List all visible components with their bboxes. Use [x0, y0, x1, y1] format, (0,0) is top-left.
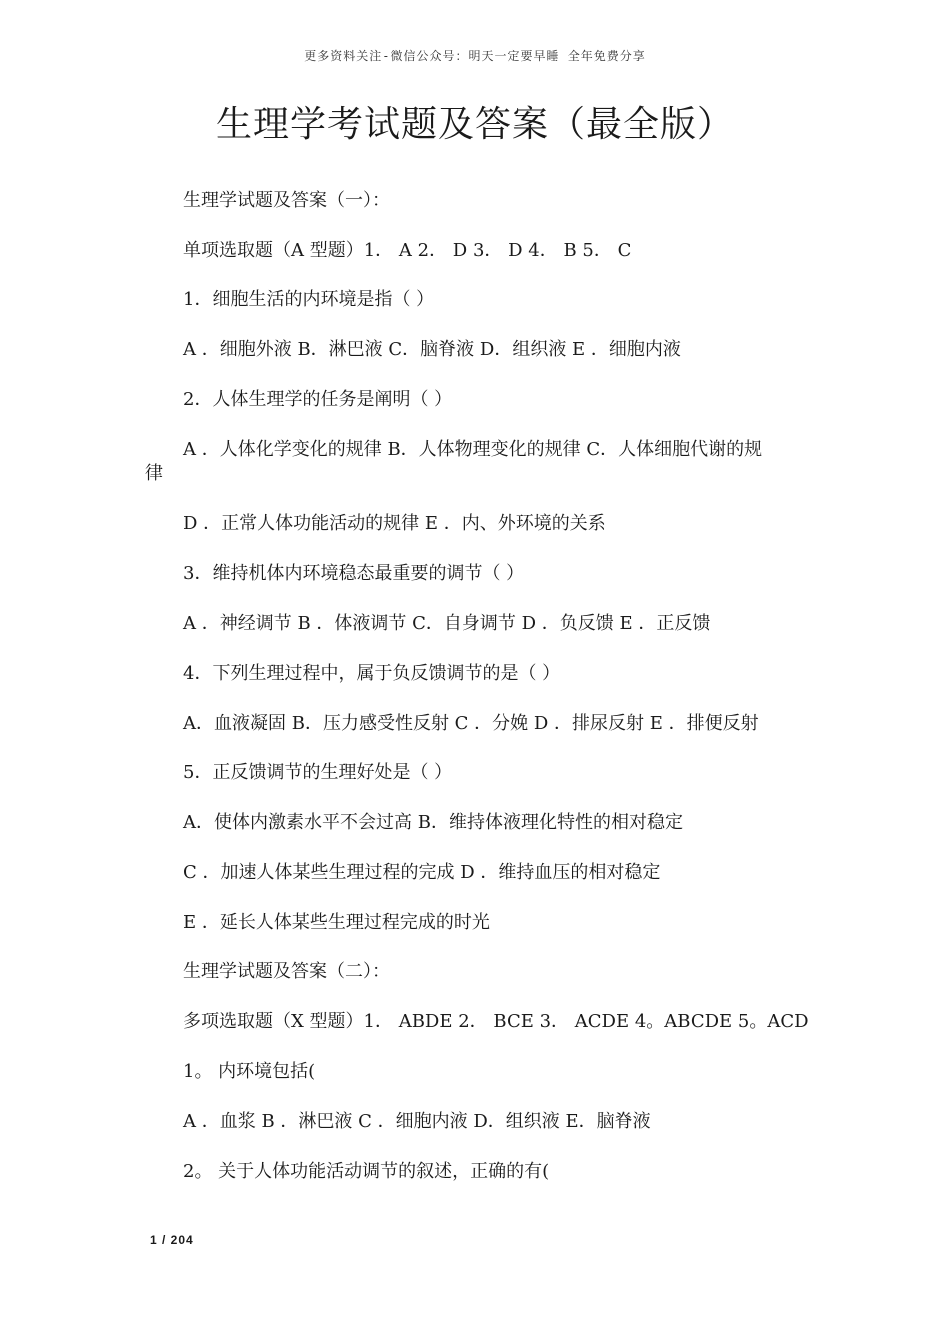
question-m1: 1。 内环境包括( — [183, 1061, 316, 1082]
page-title: 生理学考试题及答案（最全版） — [215, 104, 734, 145]
question-1: 1．细胞生活的内环境是指（ ） — [183, 289, 435, 310]
options-5-continued: C ．加速人体某些生理过程的完成 D ．维持血压的相对稳定 — [183, 862, 661, 883]
options-2-continued: D ．正常人体功能活动的规律 E ．内、外环境的关系 — [183, 513, 606, 534]
question-3: 3．维持机体内环境稳态最重要的调节（ ） — [183, 563, 525, 584]
options-5: A．使体内激素水平不会过高 B．维持体液理化特性的相对稳定 — [183, 812, 683, 833]
section-heading-2: 生理学试题及答案（二）： — [183, 961, 390, 982]
options-m1: A ．血浆 B ．淋巴液 C ．细胞内液 D．组织液 E．脑脊液 — [183, 1111, 651, 1132]
question-5: 5．正反馈调节的生理好处是（ ） — [183, 762, 453, 783]
answer-key-single: 单项选取题（A 型题）1． A 2． D 3． D 4． B 5． C — [183, 240, 632, 261]
options-3: A ．神经调节 B ．体液调节 C．自身调节 D ．负反馈 E ．正反馈 — [183, 613, 711, 634]
options-5-last: E ．延长人体某些生理过程完成的时光 — [183, 912, 490, 933]
options-2: A ．人体化学变化的规律 B．人体物理变化的规律 C．人体细胞代谢的规律 — [145, 439, 763, 484]
options-1: A ．细胞外液 B．淋巴液 C．脑脊液 D．组织液 E ．细胞内液 — [183, 339, 681, 360]
question-4: 4．下列生理过程中，属于负反馈调节的是（ ） — [183, 663, 561, 684]
answer-key-multiple: 多项选取题（X 型题）1． ABDE 2． BCE 3． ACDE 4。ABCDE 5。ACD — [183, 1011, 809, 1032]
header-note: 更多资料关注-微信公众号：明天一定要早睡 全年免费分享 — [304, 49, 646, 63]
question-m2: 2。 关于人体功能活动调节的叙述，正确的有( — [183, 1161, 550, 1182]
options-4: A．血液凝固 B．压力感受性反射 C ．分娩 D ．排尿反射 E ．排便反射 — [183, 713, 759, 734]
question-2: 2．人体生理学的任务是阐明（ ） — [183, 389, 453, 410]
section-heading-1: 生理学试题及答案（一）： — [183, 190, 390, 211]
page-number: 1 / 204 — [150, 1233, 194, 1247]
